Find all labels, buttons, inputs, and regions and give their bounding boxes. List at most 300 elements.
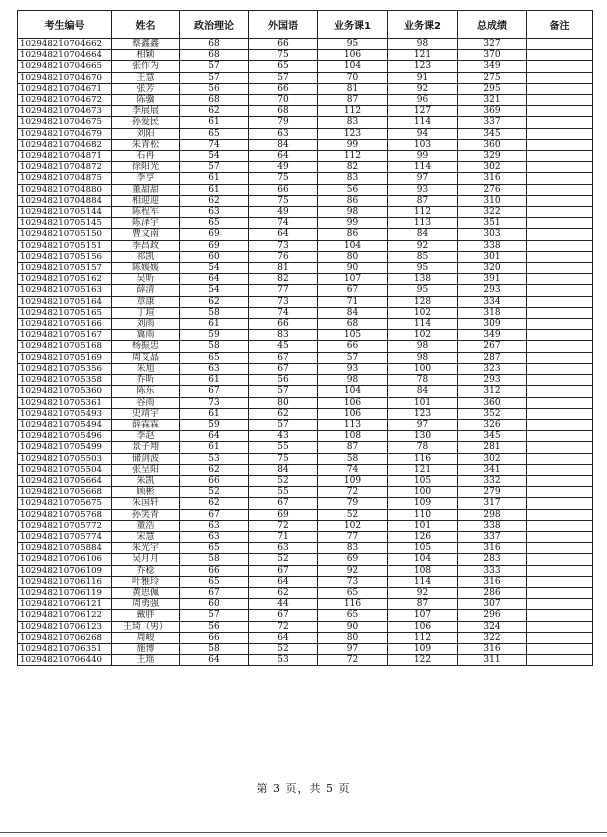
cell-course-2: 92 bbox=[388, 587, 458, 598]
cell-exam-id: 102948210705167 bbox=[18, 330, 112, 341]
cell-name: 张芳 bbox=[112, 83, 180, 94]
header-politics: 政治理论 bbox=[180, 11, 249, 39]
cell-total: 337 bbox=[458, 117, 527, 128]
table-header-row bbox=[18, 11, 593, 39]
cell-name: 周艾晶 bbox=[112, 352, 180, 363]
table-row bbox=[18, 274, 593, 285]
cell-remarks bbox=[527, 487, 593, 498]
cell-remarks bbox=[527, 50, 593, 61]
table-row bbox=[18, 39, 593, 50]
table-row bbox=[18, 531, 593, 542]
cell-exam-id: 102948210705360 bbox=[18, 386, 112, 397]
cell-total: 295 bbox=[458, 83, 527, 94]
cell-politics: 74 bbox=[180, 139, 249, 150]
cell-foreign-language: 71 bbox=[249, 531, 318, 542]
cell-course-2: 105 bbox=[388, 543, 458, 554]
cell-foreign-language: 56 bbox=[249, 375, 318, 386]
cell-course-2: 98 bbox=[388, 341, 458, 352]
cell-remarks bbox=[527, 195, 593, 206]
cell-remarks bbox=[527, 442, 593, 453]
cell-politics: 68 bbox=[180, 95, 249, 106]
cell-course-1: 83 bbox=[318, 173, 388, 184]
cell-politics: 57 bbox=[180, 610, 249, 621]
table-row bbox=[18, 643, 593, 654]
cell-name: 周峻 bbox=[112, 632, 180, 643]
cell-foreign-language: 55 bbox=[249, 487, 318, 498]
cell-course-1: 86 bbox=[318, 195, 388, 206]
cell-course-2: 105 bbox=[388, 475, 458, 486]
cell-total: 287 bbox=[458, 352, 527, 363]
table-row bbox=[18, 453, 593, 464]
cell-total: 324 bbox=[458, 621, 527, 632]
cell-politics: 58 bbox=[180, 307, 249, 318]
cell-total: 349 bbox=[458, 61, 527, 72]
table-row bbox=[18, 184, 593, 195]
cell-course-1: 87 bbox=[318, 442, 388, 453]
cell-name: 董浩 bbox=[112, 520, 180, 531]
cell-course-1: 98 bbox=[318, 375, 388, 386]
cell-remarks bbox=[527, 655, 593, 666]
cell-politics: 53 bbox=[180, 453, 249, 464]
table-row bbox=[18, 128, 593, 139]
cell-exam-id: 102948210705166 bbox=[18, 319, 112, 330]
cell-remarks bbox=[527, 397, 593, 408]
cell-total: 352 bbox=[458, 408, 527, 419]
cell-remarks bbox=[527, 83, 593, 94]
cell-name: 董甜甜 bbox=[112, 184, 180, 195]
cell-remarks bbox=[527, 251, 593, 262]
cell-exam-id: 102948210706119 bbox=[18, 587, 112, 598]
cell-exam-id: 102948210705150 bbox=[18, 229, 112, 240]
cell-course-1: 99 bbox=[318, 218, 388, 229]
cell-remarks bbox=[527, 207, 593, 218]
table-row bbox=[18, 655, 593, 666]
table-row bbox=[18, 72, 593, 83]
cell-course-1: 107 bbox=[318, 274, 388, 285]
cell-course-1: 95 bbox=[318, 39, 388, 50]
cell-course-1: 112 bbox=[318, 151, 388, 162]
cell-foreign-language: 81 bbox=[249, 263, 318, 274]
cell-foreign-language: 44 bbox=[249, 599, 318, 610]
cell-course-1: 65 bbox=[318, 587, 388, 598]
table-row bbox=[18, 139, 593, 150]
cell-course-1: 102 bbox=[318, 520, 388, 531]
cell-remarks bbox=[527, 375, 593, 386]
cell-course-2: 78 bbox=[388, 442, 458, 453]
page-number: 第 3 页，共 5 页 bbox=[256, 782, 351, 795]
table-row bbox=[18, 475, 593, 486]
cell-foreign-language: 67 bbox=[249, 565, 318, 576]
cell-course-2: 78 bbox=[388, 375, 458, 386]
cell-total: 307 bbox=[458, 599, 527, 610]
cell-politics: 62 bbox=[180, 296, 249, 307]
table-row bbox=[18, 61, 593, 72]
cell-foreign-language: 55 bbox=[249, 442, 318, 453]
score-table bbox=[17, 10, 593, 666]
cell-course-2: 101 bbox=[388, 520, 458, 531]
header-course-2: 业务课2 bbox=[388, 11, 458, 39]
cell-total: 293 bbox=[458, 285, 527, 296]
cell-total: 345 bbox=[458, 128, 527, 139]
table-row bbox=[18, 554, 593, 565]
cell-course-1: 84 bbox=[318, 307, 388, 318]
cell-course-2: 121 bbox=[388, 50, 458, 61]
cell-total: 326 bbox=[458, 419, 527, 430]
cell-politics: 62 bbox=[180, 106, 249, 117]
cell-politics: 60 bbox=[180, 599, 249, 610]
cell-foreign-language: 43 bbox=[249, 431, 318, 442]
cell-total: 317 bbox=[458, 498, 527, 509]
cell-exam-id: 102948210705774 bbox=[18, 531, 112, 542]
cell-name: 相迎迎 bbox=[112, 195, 180, 206]
cell-course-1: 66 bbox=[318, 341, 388, 352]
cell-total: 302 bbox=[458, 453, 527, 464]
cell-total: 267 bbox=[458, 341, 527, 352]
cell-course-1: 72 bbox=[318, 487, 388, 498]
cell-remarks bbox=[527, 184, 593, 195]
cell-exam-id: 102948210705494 bbox=[18, 419, 112, 430]
cell-total: 345 bbox=[458, 431, 527, 442]
cell-exam-id: 102948210704671 bbox=[18, 83, 112, 94]
cell-name: 戴胖 bbox=[112, 610, 180, 621]
cell-remarks bbox=[527, 419, 593, 430]
cell-exam-id: 102948210704664 bbox=[18, 50, 112, 61]
cell-remarks bbox=[527, 531, 593, 542]
cell-course-1: 83 bbox=[318, 543, 388, 554]
cell-course-1: 90 bbox=[318, 263, 388, 274]
cell-exam-id: 102948210704679 bbox=[18, 128, 112, 139]
cell-total: 332 bbox=[458, 475, 527, 486]
cell-name: 刘阳 bbox=[112, 128, 180, 139]
cell-course-2: 110 bbox=[388, 509, 458, 520]
table-row bbox=[18, 487, 593, 498]
cell-course-1: 52 bbox=[318, 509, 388, 520]
cell-course-2: 99 bbox=[388, 151, 458, 162]
cell-course-2: 84 bbox=[388, 229, 458, 240]
table-row bbox=[18, 218, 593, 229]
cell-foreign-language: 82 bbox=[249, 274, 318, 285]
cell-foreign-language: 69 bbox=[249, 509, 318, 520]
cell-course-2: 87 bbox=[388, 195, 458, 206]
cell-course-1: 77 bbox=[318, 531, 388, 542]
cell-foreign-language: 63 bbox=[249, 128, 318, 139]
cell-remarks bbox=[527, 352, 593, 363]
table-row bbox=[18, 419, 593, 430]
cell-course-1: 81 bbox=[318, 83, 388, 94]
footer-divider bbox=[0, 832, 607, 833]
table-row bbox=[18, 610, 593, 621]
cell-exam-id: 102948210704682 bbox=[18, 139, 112, 150]
table-row bbox=[18, 587, 593, 598]
cell-course-2: 92 bbox=[388, 240, 458, 251]
cell-remarks bbox=[527, 520, 593, 531]
cell-course-2: 107 bbox=[388, 610, 458, 621]
cell-course-2: 114 bbox=[388, 576, 458, 587]
cell-remarks bbox=[527, 341, 593, 352]
cell-remarks bbox=[527, 599, 593, 610]
table-row bbox=[18, 543, 593, 554]
cell-politics: 69 bbox=[180, 240, 249, 251]
cell-politics: 57 bbox=[180, 61, 249, 72]
cell-course-2: 91 bbox=[388, 72, 458, 83]
cell-remarks bbox=[527, 117, 593, 128]
cell-remarks bbox=[527, 330, 593, 341]
table-row bbox=[18, 431, 593, 442]
cell-course-1: 90 bbox=[318, 621, 388, 632]
cell-remarks bbox=[527, 274, 593, 285]
cell-remarks bbox=[527, 587, 593, 598]
cell-course-1: 82 bbox=[318, 162, 388, 173]
cell-course-2: 97 bbox=[388, 419, 458, 430]
table-row bbox=[18, 509, 593, 520]
cell-total: 341 bbox=[458, 464, 527, 475]
cell-exam-id: 102948210705772 bbox=[18, 520, 112, 531]
cell-politics: 65 bbox=[180, 352, 249, 363]
table-row bbox=[18, 285, 593, 296]
cell-politics: 62 bbox=[180, 195, 249, 206]
cell-politics: 61 bbox=[180, 408, 249, 419]
cell-foreign-language: 74 bbox=[249, 218, 318, 229]
table-row bbox=[18, 632, 593, 643]
cell-politics: 61 bbox=[180, 442, 249, 453]
cell-exam-id: 102948210705493 bbox=[18, 408, 112, 419]
cell-course-2: 100 bbox=[388, 487, 458, 498]
cell-foreign-language: 57 bbox=[249, 419, 318, 430]
cell-total: 296 bbox=[458, 610, 527, 621]
cell-course-1: 98 bbox=[318, 207, 388, 218]
cell-total: 302 bbox=[458, 162, 527, 173]
cell-exam-id: 102948210706123 bbox=[18, 621, 112, 632]
cell-remarks bbox=[527, 296, 593, 307]
cell-name: 张作为 bbox=[112, 61, 180, 72]
cell-politics: 61 bbox=[180, 117, 249, 128]
cell-foreign-language: 52 bbox=[249, 475, 318, 486]
cell-politics: 66 bbox=[180, 632, 249, 643]
table-row bbox=[18, 229, 593, 240]
cell-foreign-language: 75 bbox=[249, 50, 318, 61]
cell-course-2: 108 bbox=[388, 565, 458, 576]
cell-politics: 66 bbox=[180, 565, 249, 576]
cell-remarks bbox=[527, 565, 593, 576]
cell-total: 338 bbox=[458, 240, 527, 251]
cell-foreign-language: 76 bbox=[249, 251, 318, 262]
cell-course-1: 97 bbox=[318, 643, 388, 654]
cell-name: 蔡鑫鑫 bbox=[112, 39, 180, 50]
cell-name: 宋慧 bbox=[112, 531, 180, 542]
cell-course-1: 106 bbox=[318, 397, 388, 408]
cell-name: 王琦（男） bbox=[112, 621, 180, 632]
cell-total: 323 bbox=[458, 363, 527, 374]
cell-exam-id: 102948210704875 bbox=[18, 173, 112, 184]
cell-name: 谷雨 bbox=[112, 397, 180, 408]
cell-foreign-language: 52 bbox=[249, 643, 318, 654]
cell-total: 351 bbox=[458, 218, 527, 229]
cell-total: 321 bbox=[458, 95, 527, 106]
cell-course-2: 128 bbox=[388, 296, 458, 307]
cell-politics: 63 bbox=[180, 520, 249, 531]
cell-exam-id: 102948210706440 bbox=[18, 655, 112, 666]
cell-name: 吴月月 bbox=[112, 554, 180, 565]
table-row bbox=[18, 408, 593, 419]
cell-politics: 57 bbox=[180, 72, 249, 83]
cell-course-2: 109 bbox=[388, 498, 458, 509]
cell-remarks bbox=[527, 431, 593, 442]
cell-total: 310 bbox=[458, 195, 527, 206]
cell-foreign-language: 57 bbox=[249, 72, 318, 83]
cell-exam-id: 102948210705169 bbox=[18, 352, 112, 363]
cell-name: 丁瑄 bbox=[112, 307, 180, 318]
cell-exam-id: 102948210705358 bbox=[18, 375, 112, 386]
cell-total: 276 bbox=[458, 184, 527, 195]
cell-remarks bbox=[527, 543, 593, 554]
cell-course-2: 114 bbox=[388, 319, 458, 330]
cell-course-2: 101 bbox=[388, 397, 458, 408]
cell-remarks bbox=[527, 106, 593, 117]
cell-exam-id: 102948210704672 bbox=[18, 95, 112, 106]
cell-politics: 61 bbox=[180, 184, 249, 195]
cell-politics: 56 bbox=[180, 83, 249, 94]
cell-course-1: 112 bbox=[318, 106, 388, 117]
cell-remarks bbox=[527, 139, 593, 150]
cell-remarks bbox=[527, 610, 593, 621]
cell-foreign-language: 67 bbox=[249, 610, 318, 621]
cell-exam-id: 102948210705668 bbox=[18, 487, 112, 498]
table-row bbox=[18, 397, 593, 408]
cell-name: 施博 bbox=[112, 643, 180, 654]
cell-total: 316 bbox=[458, 543, 527, 554]
cell-course-2: 93 bbox=[388, 184, 458, 195]
cell-course-2: 114 bbox=[388, 162, 458, 173]
cell-exam-id: 102948210705504 bbox=[18, 464, 112, 475]
cell-total: 369 bbox=[458, 106, 527, 117]
cell-foreign-language: 64 bbox=[249, 632, 318, 643]
cell-course-2: 102 bbox=[388, 330, 458, 341]
cell-exam-id: 102948210704675 bbox=[18, 117, 112, 128]
cell-total: 293 bbox=[458, 375, 527, 386]
table-row bbox=[18, 207, 593, 218]
cell-politics: 64 bbox=[180, 655, 249, 666]
header-name: 姓名 bbox=[112, 11, 180, 39]
cell-remarks bbox=[527, 453, 593, 464]
cell-name: 刘雨 bbox=[112, 319, 180, 330]
cell-remarks bbox=[527, 285, 593, 296]
cell-politics: 66 bbox=[180, 475, 249, 486]
cell-politics: 67 bbox=[180, 587, 249, 598]
cell-foreign-language: 67 bbox=[249, 498, 318, 509]
table-row bbox=[18, 352, 593, 363]
cell-exam-id: 102948210705162 bbox=[18, 274, 112, 285]
cell-remarks bbox=[527, 240, 593, 251]
cell-name: 徐阳光 bbox=[112, 162, 180, 173]
cell-course-2: 113 bbox=[388, 218, 458, 229]
cell-course-2: 97 bbox=[388, 173, 458, 184]
cell-remarks bbox=[527, 218, 593, 229]
cell-politics: 64 bbox=[180, 431, 249, 442]
cell-course-1: 105 bbox=[318, 330, 388, 341]
cell-remarks bbox=[527, 363, 593, 374]
cell-total: 391 bbox=[458, 274, 527, 285]
cell-politics: 73 bbox=[180, 397, 249, 408]
cell-course-1: 108 bbox=[318, 431, 388, 442]
cell-course-1: 72 bbox=[318, 655, 388, 666]
cell-foreign-language: 49 bbox=[249, 207, 318, 218]
cell-total: 320 bbox=[458, 263, 527, 274]
cell-foreign-language: 84 bbox=[249, 464, 318, 475]
table-row bbox=[18, 106, 593, 117]
cell-course-2: 121 bbox=[388, 464, 458, 475]
cell-name: 李展展 bbox=[112, 106, 180, 117]
cell-remarks bbox=[527, 307, 593, 318]
cell-exam-id: 102948210705156 bbox=[18, 251, 112, 262]
cell-remarks bbox=[527, 632, 593, 643]
cell-politics: 61 bbox=[180, 375, 249, 386]
cell-politics: 54 bbox=[180, 263, 249, 274]
cell-name: 石冉 bbox=[112, 151, 180, 162]
cell-total: 312 bbox=[458, 386, 527, 397]
cell-remarks bbox=[527, 263, 593, 274]
cell-total: 334 bbox=[458, 296, 527, 307]
cell-total: 281 bbox=[458, 442, 527, 453]
cell-total: 338 bbox=[458, 520, 527, 531]
cell-course-2: 94 bbox=[388, 128, 458, 139]
cell-total: 303 bbox=[458, 229, 527, 240]
cell-course-1: 92 bbox=[318, 565, 388, 576]
cell-total: 322 bbox=[458, 632, 527, 643]
cell-name: 王瑶 bbox=[112, 655, 180, 666]
cell-total: 275 bbox=[458, 72, 527, 83]
table-row bbox=[18, 520, 593, 531]
cell-politics: 62 bbox=[180, 464, 249, 475]
cell-name: 李亨 bbox=[112, 173, 180, 184]
cell-course-2: 116 bbox=[388, 453, 458, 464]
header-total: 总成绩 bbox=[458, 11, 527, 39]
cell-course-1: 113 bbox=[318, 419, 388, 430]
cell-foreign-language: 66 bbox=[249, 83, 318, 94]
cell-course-1: 80 bbox=[318, 251, 388, 262]
cell-name: 储剑波 bbox=[112, 453, 180, 464]
cell-exam-id: 102948210705165 bbox=[18, 307, 112, 318]
cell-politics: 56 bbox=[180, 621, 249, 632]
cell-foreign-language: 64 bbox=[249, 576, 318, 587]
cell-exam-id: 102948210704665 bbox=[18, 61, 112, 72]
cell-foreign-language: 45 bbox=[249, 341, 318, 352]
cell-remarks bbox=[527, 229, 593, 240]
cell-exam-id: 102948210705356 bbox=[18, 363, 112, 374]
table-row bbox=[18, 162, 593, 173]
cell-foreign-language: 65 bbox=[249, 61, 318, 72]
table-row bbox=[18, 565, 593, 576]
table-row bbox=[18, 50, 593, 61]
cell-foreign-language: 49 bbox=[249, 162, 318, 173]
cell-exam-id: 102948210705884 bbox=[18, 543, 112, 554]
cell-course-1: 116 bbox=[318, 599, 388, 610]
cell-exam-id: 102948210705675 bbox=[18, 498, 112, 509]
cell-remarks bbox=[527, 61, 593, 72]
table-row bbox=[18, 307, 593, 318]
cell-course-2: 95 bbox=[388, 263, 458, 274]
cell-course-1: 56 bbox=[318, 184, 388, 195]
cell-course-2: 102 bbox=[388, 307, 458, 318]
cell-exam-id: 102948210706109 bbox=[18, 565, 112, 576]
table-row bbox=[18, 386, 593, 397]
cell-foreign-language: 70 bbox=[249, 95, 318, 106]
cell-total: 286 bbox=[458, 587, 527, 598]
cell-course-2: 92 bbox=[388, 83, 458, 94]
cell-politics: 54 bbox=[180, 285, 249, 296]
table-row bbox=[18, 464, 593, 475]
cell-exam-id: 102948210705144 bbox=[18, 207, 112, 218]
cell-total: 309 bbox=[458, 319, 527, 330]
